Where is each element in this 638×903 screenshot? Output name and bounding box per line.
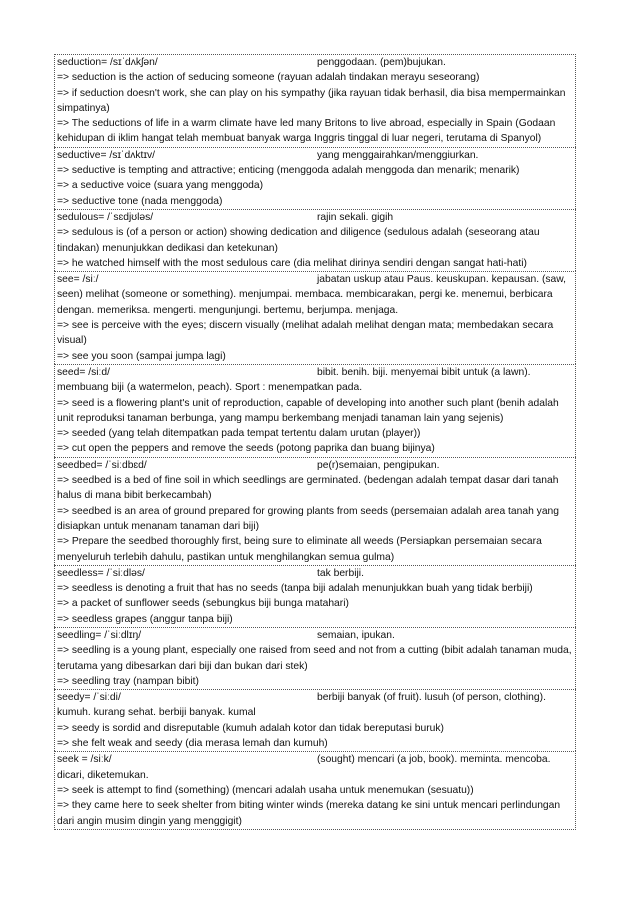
entry-headline [57,458,573,473]
entry-line: => see is perceive with the eyes; discern visually (melihat adalah melihat dengan mata; membedakan secara visual) [57,320,554,347]
entry-line: => Prepare the seedbed thoroughly first, being sure to eliminate all weeds (Persiapkan persemaian secara menyeluruh terlebih dahulu, pastikan untuk menghilangkan semua gulma) [57,536,542,563]
dictionary-entry [54,565,576,627]
entry-headline [57,566,573,581]
dictionary-entry [54,751,576,829]
dictionary-entry [54,627,576,689]
entry-line: => seed is a flowering plant's unit of reproduction, capable of developing into another such plant (benih adalah unit reproduksi tanaman berbunga, yang mampu berkembang menjadi tanaman lain yang sejenis) [57,397,559,424]
entry-line: => sedulous is (of a person or action) showing dedication and diligence (sedulous adalah (seseorang atau tindakan) menunjukkan dedikasi dan ketekunan) [57,227,540,254]
headword: seedling= /ˈsiːdlɪŋ/ [57,629,142,641]
entry-line: => seek is attempt to find (something) (mencari adalah usaha untuk menemukan (sesuatu)) [57,784,474,796]
translation: tak berbiji. [317,567,364,579]
translation: rajin sekali. gigih [317,211,394,223]
entry-headline [57,365,573,380]
entry-line: => The seductions of life in a warm climate have led many Britons to live abroad, especially in Spain (Godaan kehidupan di iklim hangat telah membuat banyak warga Inggris tinggal di luar negeri, terutama di Spanyol) [57,118,556,145]
entry-line: => seedbed is an area of ground prepared for growing plants from seeds (persemaian adalah area tanah yang disiapkan untuk menanam tanaman dari biji) [57,505,560,532]
entry-headline [57,210,573,225]
translation: bibit. benih. biji. menyemai bibit untuk (a lawn). [317,366,531,378]
entry-headline [57,752,573,767]
translation: jabatan uskup atau Paus. keuskupan. kepausan. (saw, [317,274,567,286]
headword: seek = /siːk/ [57,754,112,766]
entry-line: => seductive is tempting and attractive; enticing (menggoda adalah menggoda dan menarik; menarik) [57,165,520,177]
entry-line: => seedless is denoting a fruit that has no seeds (tanpa biji adalah menunjukkan buah yang tidak berbiji) [57,583,533,595]
headword: see= /siː/ [57,274,99,286]
headword: sedulous= /ˈsɛdjʊləs/ [57,211,154,223]
headword: seed= /siːd/ [57,366,110,378]
dictionary-entry [54,271,576,364]
entry-line: => they came here to seek shelter from biting winter winds (mereka datang ke sini untuk mencari perlindungan dari angin musim dingin yang menggigit) [57,800,561,827]
entry-line: => seeded (yang telah ditempatkan pada tempat tertentu dalam urutan (player)) [57,428,421,440]
entry-headline [57,55,573,70]
entry-line: => he watched himself with the most sedulous care (dia melihat dirinya sendiri dengan sangat hati-hati) [57,257,527,269]
entry-headline [57,272,573,287]
translation: semaian, ipukan. [317,629,395,641]
entry-headline [57,148,573,163]
dictionary-entry [54,689,576,751]
entry-line: => a packet of sunflower seeds (sebungkus biji bunga matahari) [57,598,349,610]
translation: penggodaan. (pem)bujukan. [317,57,446,68]
entry-line: => seedless grapes (anggur tanpa biji) [57,613,233,625]
headword: seedless= /ˈsiːdləs/ [57,567,145,579]
headword: seductive= /sɪˈdʌktɪv/ [57,149,156,161]
entry-line: => seedling tray (nampan bibit) [57,675,199,687]
entry-headline [57,690,573,705]
entry-line: => if seduction doesn't work, she can play on his sympathy (jika rayuan tidak berhasil, dia bisa mempermainkan simpatinya) [57,87,566,114]
headword: seduction= /sɪˈdʌkʃən/ [57,57,158,68]
headword: seedy= /ˈsiːdi/ [57,692,121,704]
entry-line: => seedbed is a bed of fine soil in which seedlings are germinated. (bedengan adalah tempat dasar dari tanah halus di mana bibit berkecambah) [57,475,559,502]
entry-line: => seedling is a young plant, especially one raised from seed and not from a cutting (bibit adalah tanaman muda, terutama yang dibesarkan dari biji dan bukan dari stek) [57,645,572,672]
entry-line: => seductive tone (nada menggoda) [57,195,223,207]
dictionary-entry [54,209,576,271]
translation: berbiji banyak (of fruit). lusuh (of person, clothing). [317,692,546,704]
entry-line: => she felt weak and seedy (dia merasa lemah dan kumuh) [57,738,328,750]
headword: seedbed= /ˈsiːdbɛd/ [57,459,147,471]
entry-line: => cut open the peppers and remove the seeds (potong paprika dan buang bijinya) [57,443,435,455]
entry-line: kumuh. kurang sehat. berbiji banyak. kumal [57,707,256,719]
entry-line: seen) melihat (someone or something). menjumpai. membaca. membicarakan, pergi ke. menemui, berbicara dengan. memeriksa. mengerti. mengunjungi. bertemu, berjumpa. menjaga. [57,289,553,316]
entry-headline [57,628,573,643]
translation: pe(r)semaian, pengipukan. [317,459,440,471]
entry-line: => seduction is the action of seducing someone (rayuan adalah tindakan merayu seseorang) [57,72,480,84]
entry-line: => see you soon (sampai jumpa lagi) [57,350,226,362]
entry-line: dicari, diketemukan. [57,769,149,781]
dictionary-page [54,54,576,830]
entry-line: => seedy is sordid and disreputable (kumuh adalah kotor dan tidak bereputasi buruk) [57,722,444,734]
dictionary-entry [54,54,576,147]
dictionary-entry [54,147,576,209]
translation: (sought) mencari (a job, book). meminta. mencoba. [317,754,551,766]
dictionary-entry [54,364,576,457]
translation: yang menggairahkan/menggiurkan. [317,149,479,161]
dictionary-entry [54,457,576,565]
entry-line: membuang biji (a watermelon, peach). Sport : menempatkan pada. [57,382,363,394]
entry-line: => a seductive voice (suara yang menggoda) [57,180,264,192]
